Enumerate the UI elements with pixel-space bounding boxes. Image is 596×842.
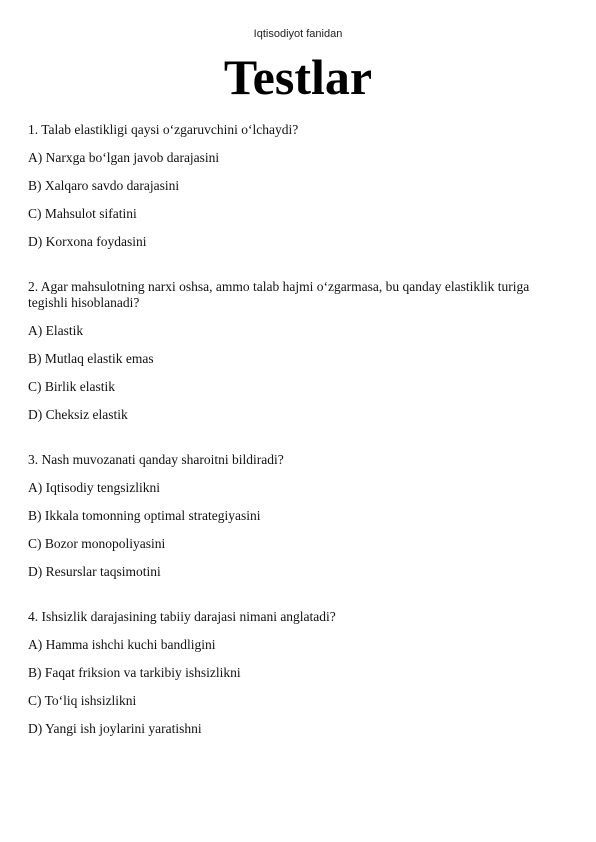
answer-option-c: C) To‘liq ishsizlikni — [28, 693, 137, 708]
answer-option-d: D) Korxona foydasini — [28, 234, 147, 249]
question-3 — [28, 452, 558, 580]
question-text: 3. Nash muvozanati qanday sharoitni bildiradi? — [28, 452, 284, 467]
question-2 — [28, 279, 558, 423]
question-1 — [28, 122, 558, 250]
answer-option-a: A) Elastik — [28, 323, 84, 338]
document-subject: Iqtisodiyot fanidan — [253, 28, 343, 40]
answer-option-d: D) Cheksiz elastik — [28, 407, 128, 422]
answer-option-a: A) Narxga bo‘lgan javob darajasini — [28, 150, 220, 165]
answer-option-a: A) Iqtisodiy tengsizlikni — [28, 480, 160, 495]
question-list — [28, 122, 558, 766]
question-text: 4. Ishsizlik darajasining tabiiy darajasi nimani anglatadi? — [28, 609, 336, 624]
answer-option-d: D) Yangi ish joylarini yaratishni — [28, 721, 202, 736]
answer-option-a: A) Hamma ishchi kuchi bandligini — [28, 637, 216, 652]
answer-option-b: B) Xalqaro savdo darajasini — [28, 178, 180, 193]
question-4 — [28, 609, 558, 737]
answer-option-d: D) Resurslar taqsimotini — [28, 564, 161, 579]
answer-option-c: C) Bozor monopoliyasini — [28, 536, 166, 551]
answer-option-b: B) Faqat friksion va tarkibiy ishsizlikni — [28, 665, 241, 680]
question-text: 2. Agar mahsulotning narxi oshsa, ammo talab hajmi o‘zgarmasa, bu qanday elastiklik turiga tegishli hisoblanadi? — [28, 279, 530, 310]
answer-option-c: C) Birlik elastik — [28, 379, 115, 394]
answer-option-b: B) Ikkala tomonning optimal strategiyasini — [28, 508, 261, 523]
answer-option-c: C) Mahsulot sifatini — [28, 206, 137, 221]
question-text: 1. Talab elastikligi qaysi o‘zgaruvchini o‘lchaydi? — [28, 122, 299, 137]
document-title: Testlar — [223, 49, 373, 105]
answer-option-b: B) Mutlaq elastik emas — [28, 351, 154, 366]
